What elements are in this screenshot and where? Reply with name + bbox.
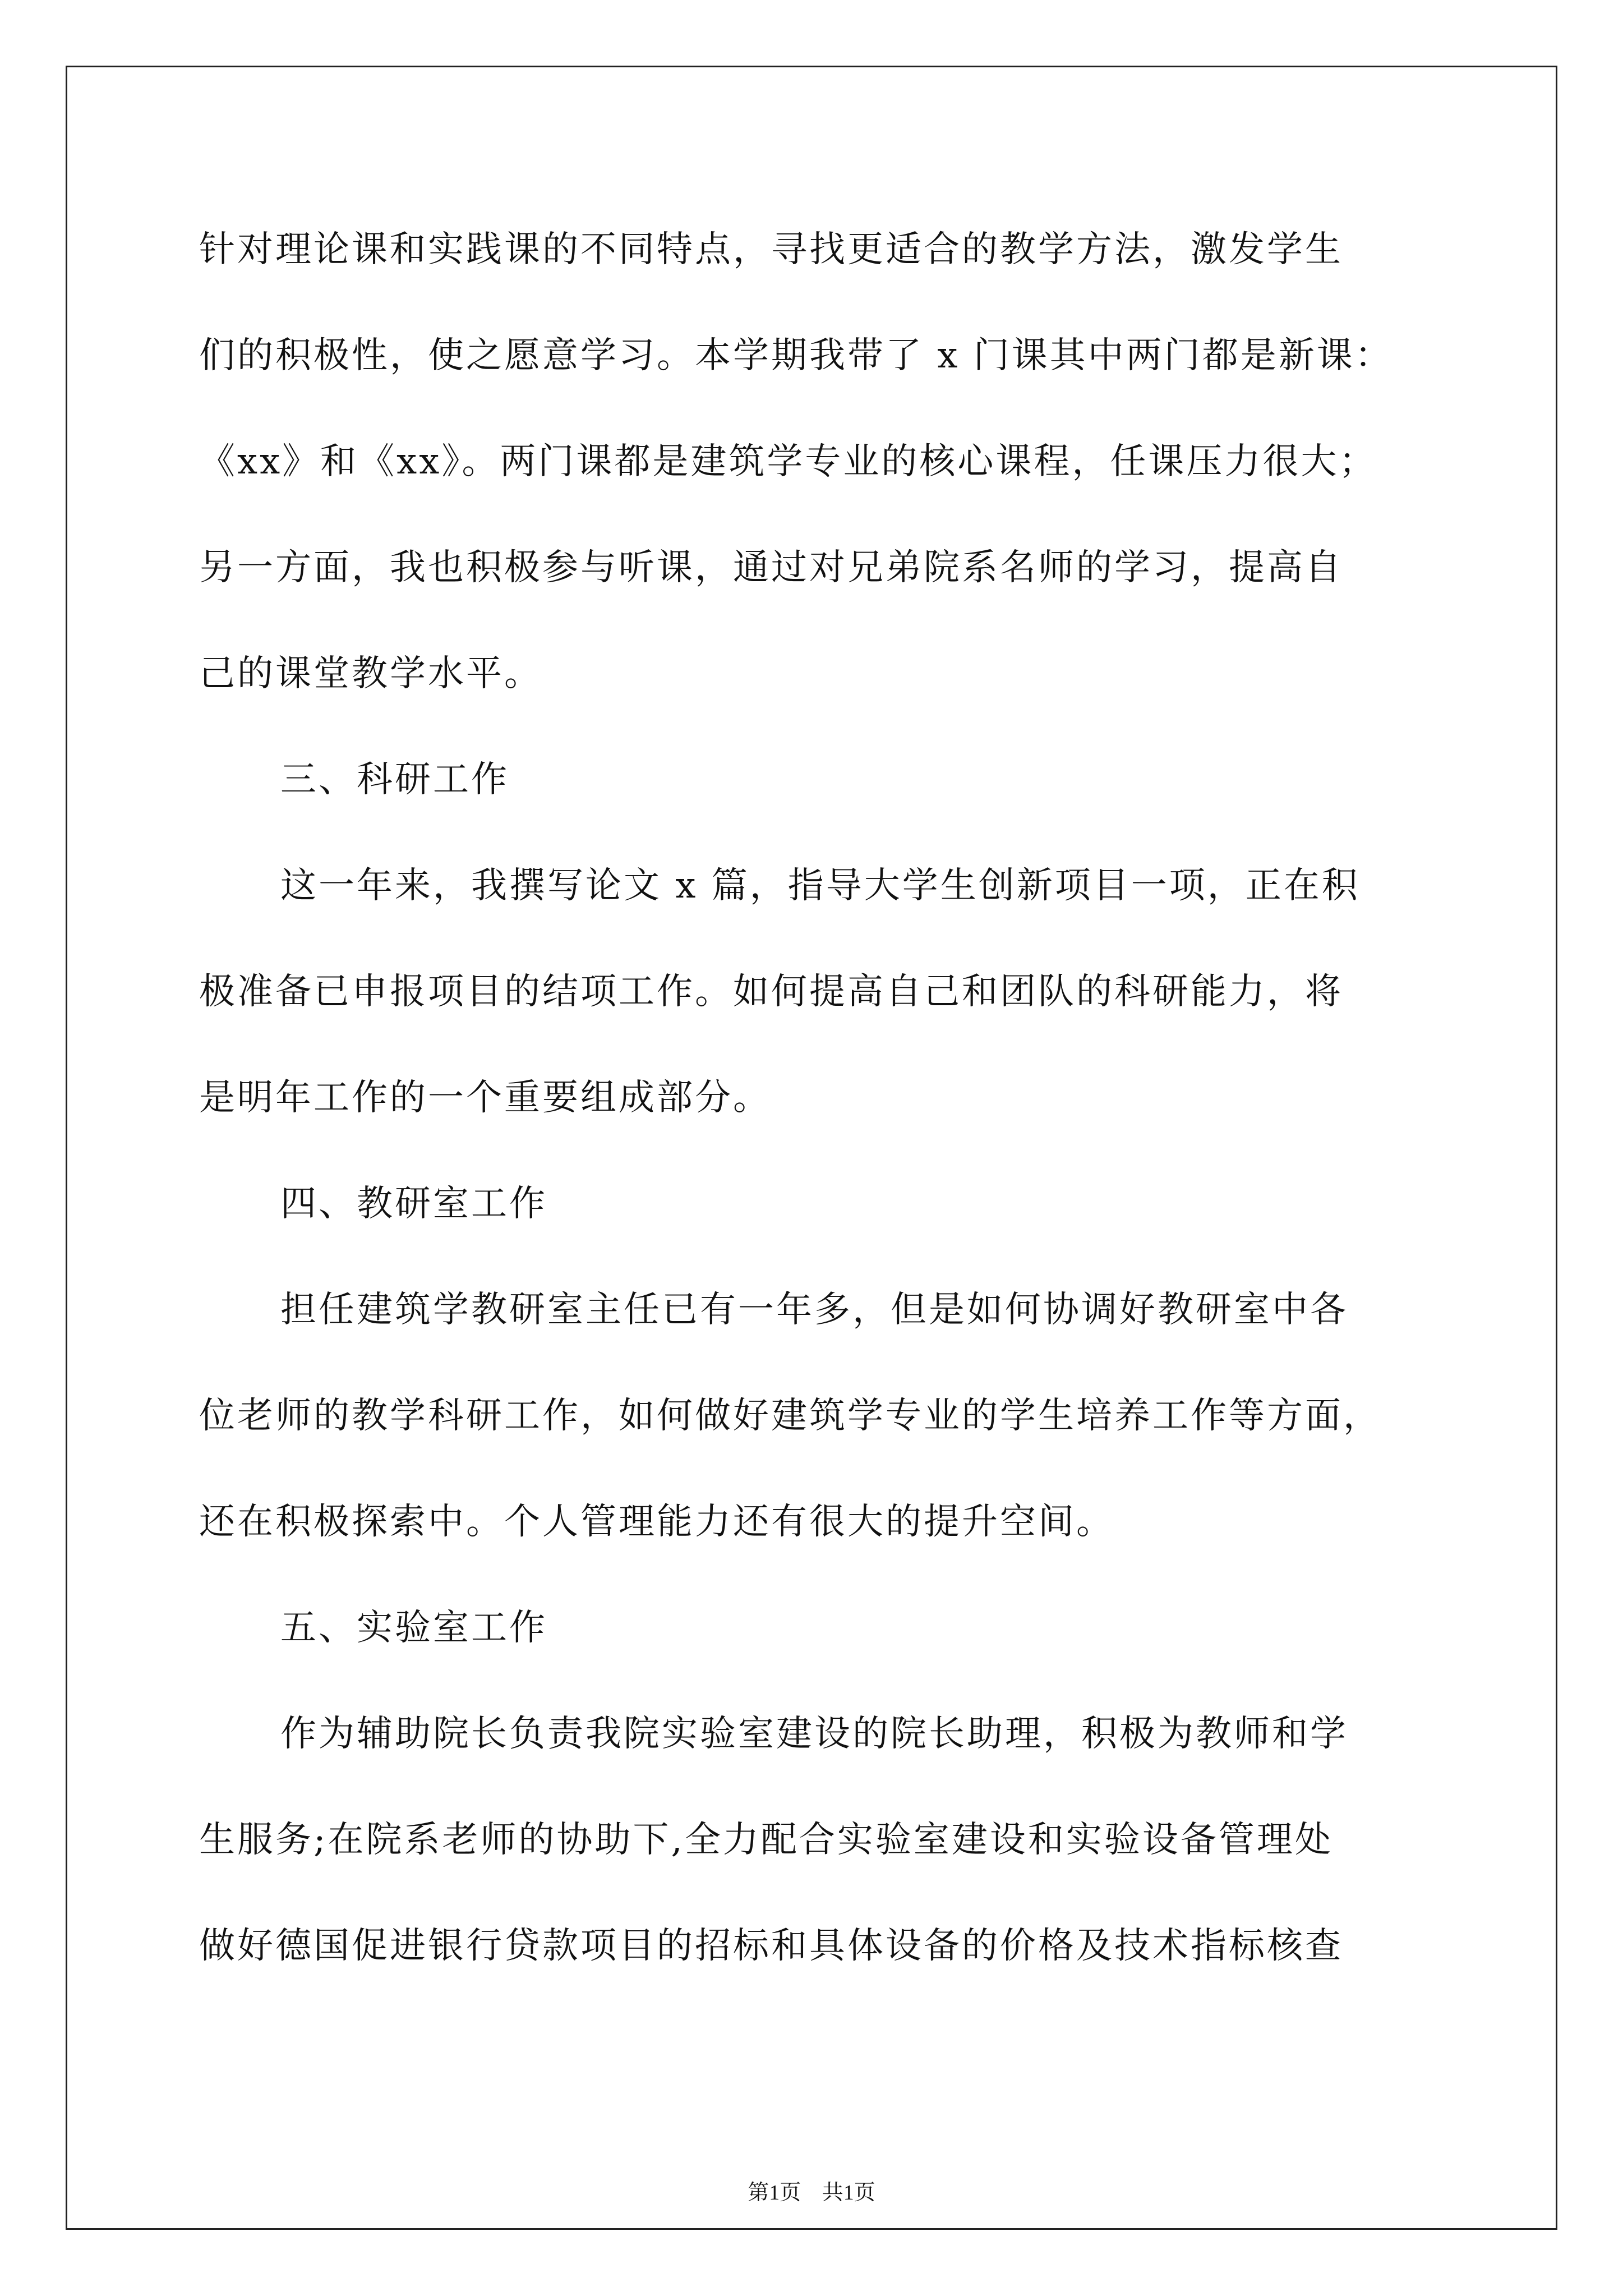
body-line-2: 们的积极性，使之愿意学习。本学期我带了 x 门课其中两门都是新课： bbox=[199, 335, 1393, 376]
body-line-16: 生服务;在院系老师的协助下,全力配合实验室建设和实验设备管理处 bbox=[199, 1819, 1333, 1861]
page-total: 共1页 bbox=[822, 2181, 875, 2205]
body-line-12: 位老师的教学科研工作，如何做好建筑学专业的学生培养工作等方面， bbox=[199, 1395, 1381, 1437]
page-footer bbox=[0, 2179, 1623, 2207]
section-heading-research: 三、科研工作 bbox=[280, 759, 509, 800]
page-number: 第1页 bbox=[748, 2181, 801, 2205]
page-border bbox=[66, 66, 1557, 2230]
body-line-1: 针对理论课和实践课的不同特点，寻找更适合的教学方法，激发学生 bbox=[199, 229, 1343, 270]
body-line-4: 另一方面，我也积极参与听课，通过对兄弟院系名师的学习，提高自 bbox=[199, 547, 1343, 588]
body-line-9: 是明年工作的一个重要组成部分。 bbox=[199, 1077, 771, 1119]
body-line-3: 《xx》和《xx》。两门课都是建筑学专业的核心课程，任课压力很大； bbox=[199, 441, 1377, 482]
body-line-8: 极准备已申报项目的结项工作。如何提高自己和团队的科研能力，将 bbox=[199, 971, 1343, 1013]
body-line-13: 还在积极探索中。个人管理能力还有很大的提升空间。 bbox=[199, 1501, 1114, 1543]
section-heading-teaching-office: 四、教研室工作 bbox=[280, 1183, 547, 1225]
body-line-7: 这一年来，我撰写论文 x 篇，指导大学生创新项目一项，正在积 bbox=[280, 865, 1360, 907]
body-line-5: 己的课堂教学水平。 bbox=[199, 653, 542, 694]
section-heading-lab: 五、实验室工作 bbox=[280, 1607, 547, 1649]
body-line-15: 作为辅助院长负责我院实验室建设的院长助理，积极为教师和学 bbox=[280, 1713, 1348, 1755]
body-line-17: 做好德国促进银行贷款项目的招标和具体设备的价格及技术指标核查 bbox=[199, 1925, 1343, 1967]
body-line-11: 担任建筑学教研室主任已有一年多，但是如何协调好教研室中各 bbox=[280, 1289, 1348, 1331]
